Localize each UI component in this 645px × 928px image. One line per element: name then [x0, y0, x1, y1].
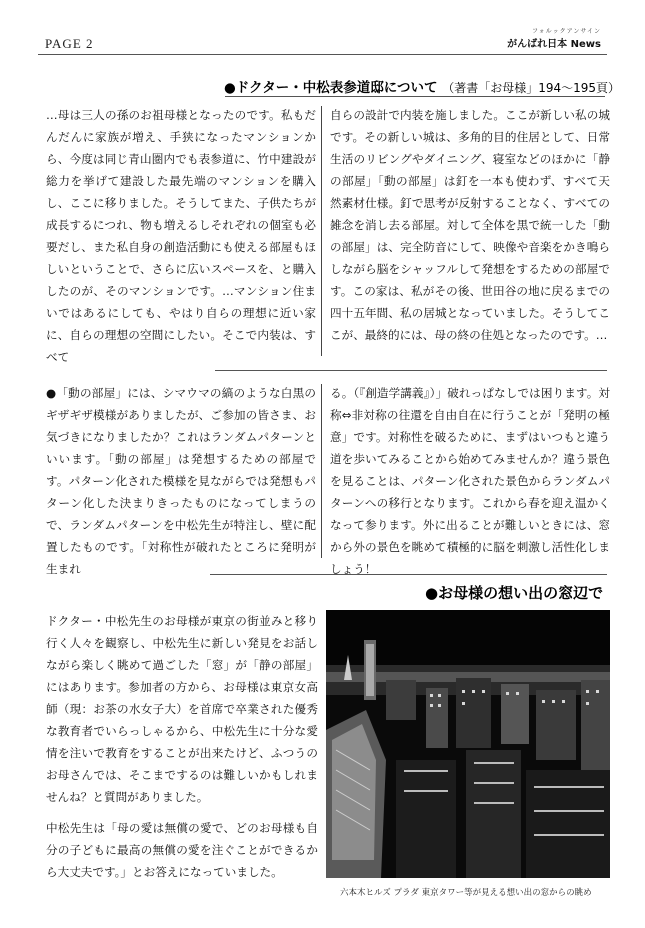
section1-left-column	[46, 104, 316, 364]
section1-source-note: （著書「お母様」194～195頁）	[442, 81, 620, 95]
section3-text-column	[46, 610, 318, 900]
section1-column-divider	[321, 106, 322, 356]
section-divider-2	[210, 574, 607, 575]
window-view-photo	[326, 610, 610, 878]
section3-paragraph-1: ドクター・中松先生のお母様が東京の街並みと移り行く人々を観察し、中松先生に新しい発見をお話しながら楽しく眺めて過ごした「窓」が「静の部屋」にはあります。参加者の方から、お母様は東京女高師（現：お茶の水女子大）を首席で卒業された優秀な教育者でいらっしゃるから、中松先生に十分な愛情を注いで教育をすることが出来たけど、ふつうのお母さんでは、そこまでするのは難しいかもしれませんね？と質問がありました。	[46, 614, 318, 804]
section-divider-1	[215, 370, 607, 371]
section1-right-column	[330, 104, 610, 356]
masthead-title: がんばれ日本 News	[507, 39, 601, 50]
newsletter-masthead	[507, 26, 601, 50]
masthead-kana: フォルックアンサイン	[531, 28, 601, 35]
section3-title: ●お母様の想い出の窓辺で	[425, 584, 604, 602]
section1-title: ●ドクター・中松表参道邸について	[224, 80, 438, 96]
section1-heading	[224, 76, 620, 96]
section3-paragraph-2: 中松先生は「母の愛は無償の愛で、どのお母様も自分の子どもに最高の無償の愛を注ぐことができるから大丈夫です。」とお答えになっていました。	[46, 821, 318, 879]
photo-caption: 六本木ヒルズ プラダ 東京タワー等が見える想い出の窓からの眺め	[340, 888, 592, 898]
page-number: PAGE 2	[45, 36, 94, 51]
section2-right-text: る。（『創造学講義』）」破れっぱなしでは困ります。対称⇔非対称の往還を自由自在に行うことが「発明の極意」です。対称性を破るために、まずはいつもと違う道を歩いてみることから始めてみませんか？違う景色を見ることは、パターン化された景色からランダムパターンへの移行となります。これから春を迎え温かくなって参ります。外に出ることが難しいときには、窓から外の景色を眺めて積極的に脳を刺激し活性化しましょう！	[330, 386, 610, 576]
section2-left-text: ●「動の部屋」には、シマウマの縞のような白黒のギザギザ模様がありましたが、ご参加の皆さま、お気づきになりましたか？これはランダムパターンといいます。「動の部屋」は発想するための部屋です。パターン化された模様を見ながらでは発想もパターン化した決まりきったものになってしまうので、ランダムパターンを中松先生が特注し、壁に配置したものです。「対称性が破れたところに発明が生まれ	[46, 386, 316, 576]
section1-title-underline	[225, 96, 605, 97]
section1-right-text: 自らの設計で内装を施しました。ここが新しい私の城です。その新しい城は、多角的目的住居として、日常生活のリビングやダイニング、寝室などのほかに「静の部屋」「動の部屋」は釘を一本も使わず、すべて天然素材仕様。釘で思考が反射することなく、すべての雑念を消し去る部屋。対して全体を黒で統一した「動の部屋」は、完全防音にして、映像や音楽をかき鳴らしながら脳をシャッフルして発想をするための部屋です。この家は、私がその後、世田谷の地に戻るまでの四十五年間、私の居城となっていました。そうしてここが、最終的には、母の終の住処となったのです。…	[330, 108, 610, 342]
section2-right-column	[330, 382, 610, 576]
section2-left-column	[46, 382, 316, 576]
section1-left-text: …母は三人の孫のお祖母様となったのです。私もだんだんに家族が増え、手狭になったマンションから、今度は同じ青山圏内でも表参道に、竹中建設が総力を挙げて建設した最先端のマンションを購入し、ここに移りました。そうしてまた、子供たちが成長するにつれ、物も増えるしそれぞれの個室も必要だし、また私自身の創造活動にも使える部屋もほしいということで、さらに広いスペースを、と購入したのが、そのマンションです。…マンション住まいではあるにしても、やはり自らの理想に近い家に、自らの理想の空間にしたい。そこで内装は、すべて	[46, 108, 316, 364]
header-divider	[38, 54, 607, 55]
section2-column-divider	[321, 384, 322, 558]
night-cityscape-image	[326, 610, 610, 878]
